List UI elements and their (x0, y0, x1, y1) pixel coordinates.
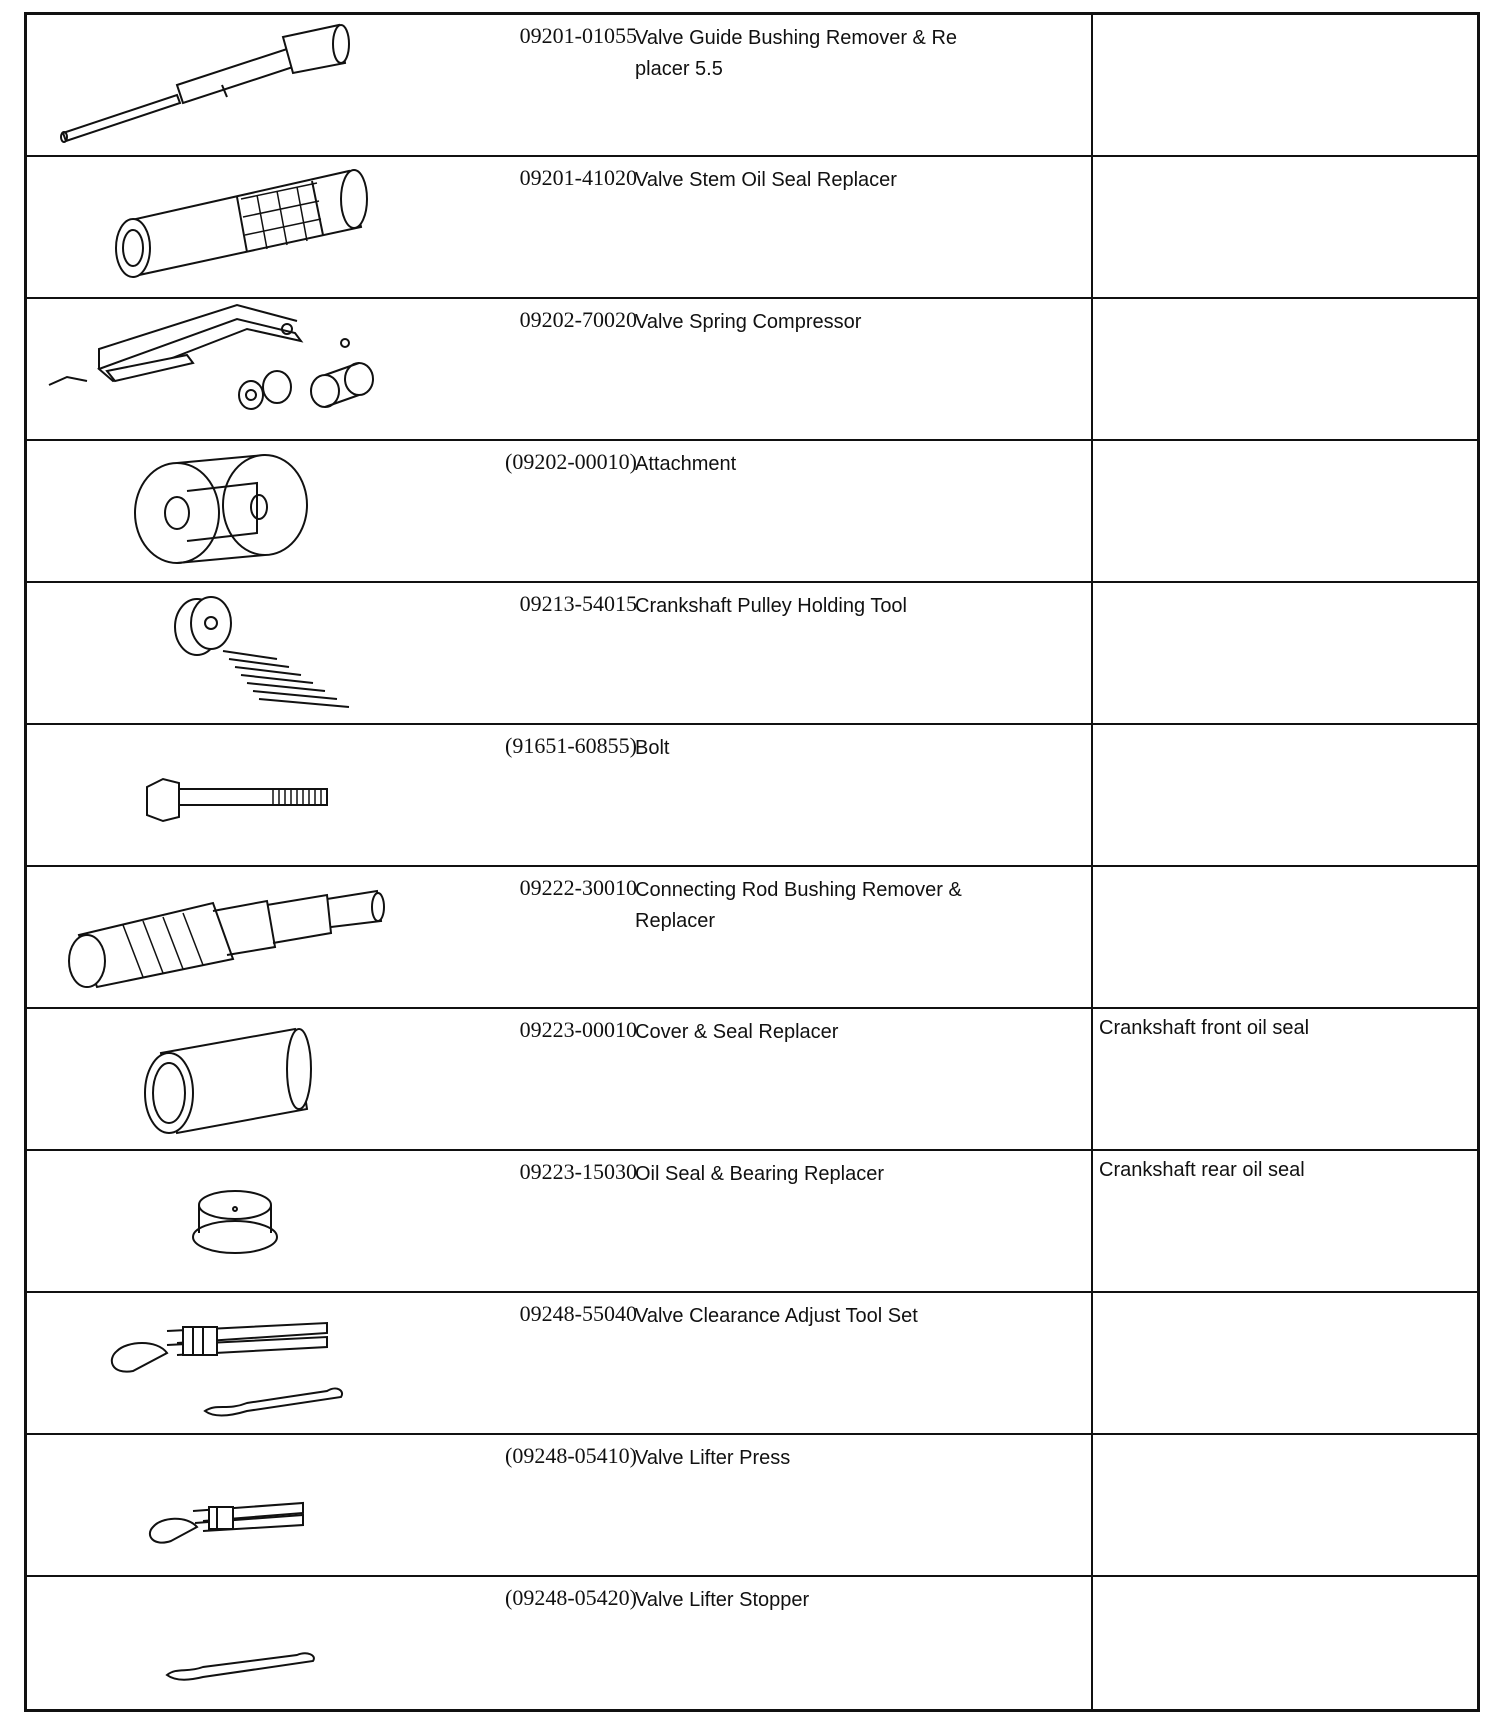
part-number: 09222-30010 (519, 875, 637, 900)
connecting-rod-bushing-remover-icon (27, 867, 427, 1007)
valve-spring-compressor-icon (27, 299, 427, 439)
tool-description: Attachment (635, 453, 737, 475)
table-row (27, 725, 1477, 867)
tool-description: Valve Guide Bushing Remover & Re placer 5.5 (635, 27, 958, 80)
part-number: (09248-05420) (505, 1585, 637, 1610)
tool-description: Bolt (635, 737, 670, 759)
part-number: (09248-05410) (505, 1443, 637, 1468)
part-number: 09202-70020 (519, 307, 637, 332)
attachment-icon (27, 441, 427, 581)
part-number: 09201-41020 (519, 165, 637, 190)
special-service-tools-table (24, 12, 1480, 1712)
table-row (27, 157, 1477, 299)
part-number: 09248-55040 (519, 1301, 637, 1326)
tool-note: Crankshaft rear oil seal (1099, 1159, 1305, 1181)
table-row (27, 867, 1477, 1009)
valve-stem-oil-seal-replacer-icon (27, 157, 427, 297)
table-row (27, 1577, 1477, 1724)
tool-description: Connecting Rod Bushing Remover & Replacer (635, 879, 962, 932)
table-row (27, 1293, 1477, 1435)
tool-note: Crankshaft front oil seal (1099, 1017, 1310, 1039)
part-number: 09213-54015 (519, 591, 637, 616)
valve-clearance-adjust-tool-set-icon (27, 1293, 427, 1433)
table-row (27, 299, 1477, 441)
crankshaft-pulley-holding-tool-icon (27, 583, 427, 723)
valve-lifter-press-icon (27, 1435, 427, 1575)
part-number: 09223-15030 (519, 1159, 637, 1184)
oil-seal-bearing-replacer-icon (27, 1151, 427, 1291)
tool-description: Valve Stem Oil Seal Replacer (635, 169, 897, 191)
table-row (27, 1151, 1477, 1293)
part-number: 09201-01055 (519, 23, 637, 48)
table-row (27, 441, 1477, 583)
tool-description: Valve Lifter Stopper (635, 1589, 810, 1611)
part-number: (09202-00010) (505, 449, 637, 474)
tool-description: Cover & Seal Replacer (635, 1021, 839, 1043)
tool-description: Oil Seal & Bearing Replacer (635, 1163, 885, 1185)
tool-description: Valve Lifter Press (635, 1447, 791, 1469)
bolt-icon (27, 725, 427, 865)
table-row (27, 1435, 1477, 1577)
valve-lifter-stopper-icon (27, 1577, 427, 1724)
valve-guide-bushing-remover-icon (27, 15, 427, 155)
part-number: (91651-60855) (505, 733, 637, 758)
tool-description: Valve Spring Compressor (635, 311, 862, 333)
table-row (27, 15, 1477, 157)
table-row (27, 1009, 1477, 1151)
table-row (27, 583, 1477, 725)
tool-description: Valve Clearance Adjust Tool Set (635, 1305, 918, 1327)
part-number: 09223-00010 (519, 1017, 637, 1042)
tool-description: Crankshaft Pulley Holding Tool (635, 595, 908, 617)
cover-seal-replacer-icon (27, 1009, 427, 1149)
